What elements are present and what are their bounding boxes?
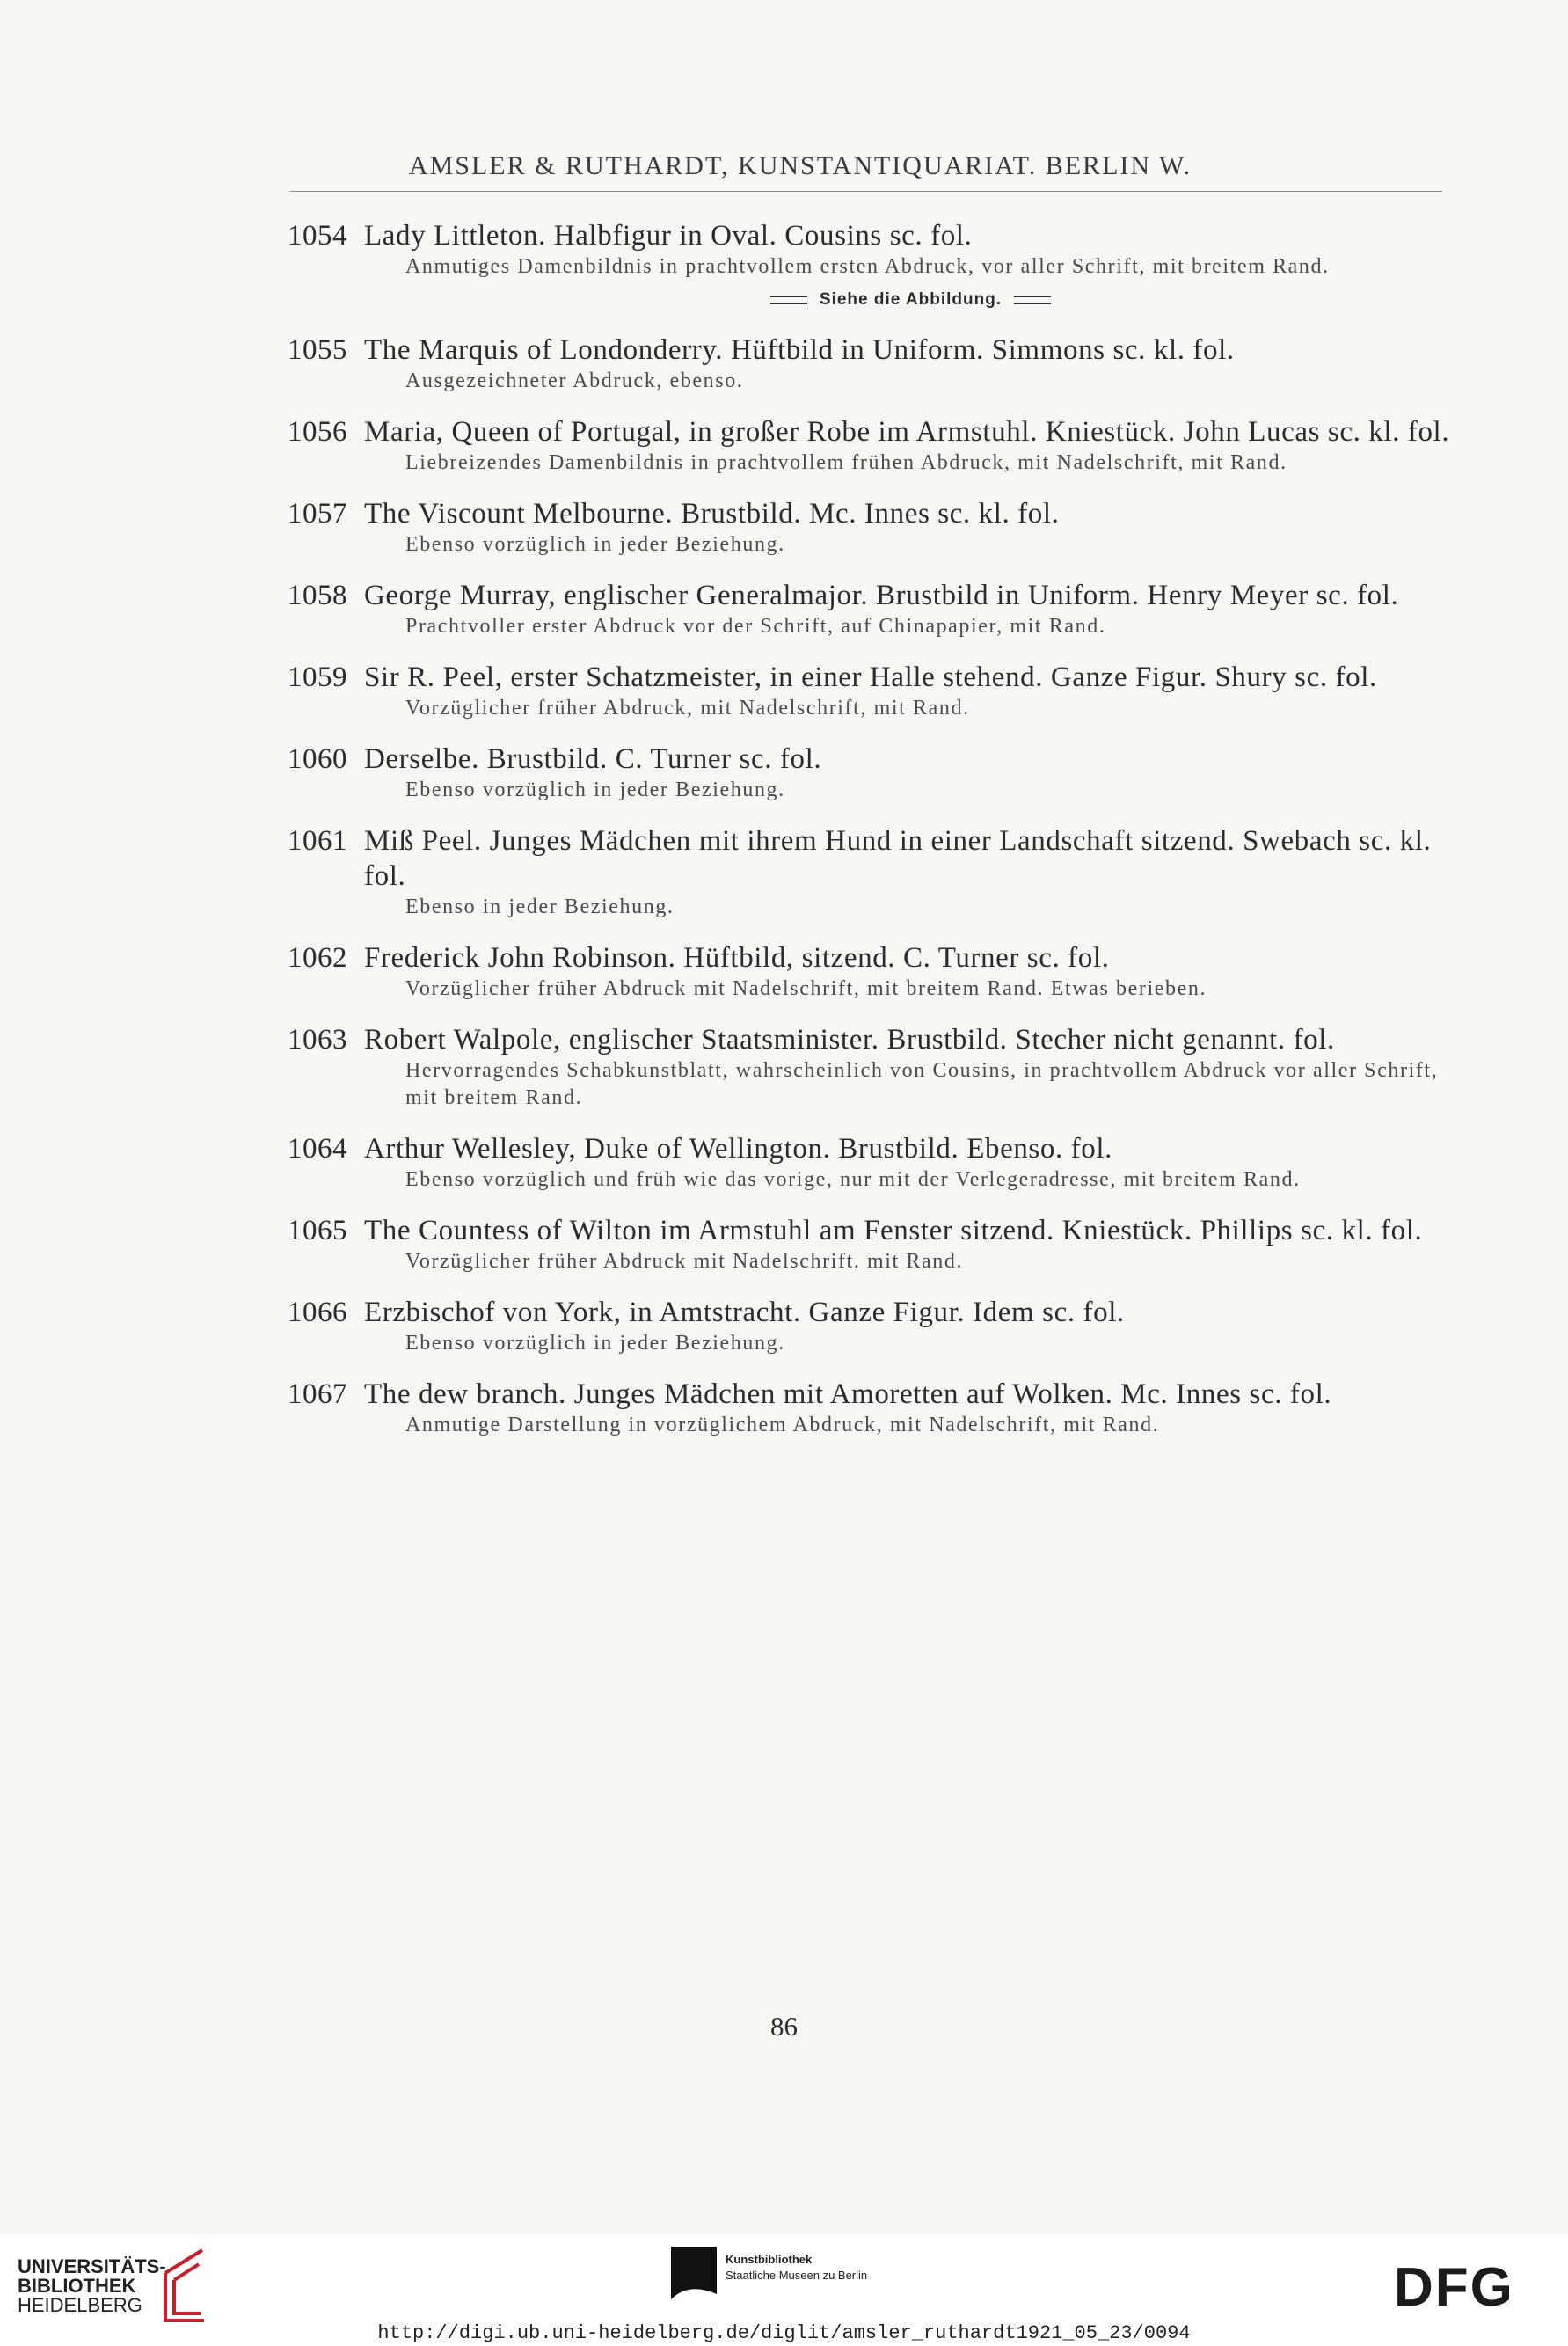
catalog-entry	[288, 1377, 1457, 1439]
kb-line-2: Staatliche Museen zu Berlin	[726, 2269, 868, 2282]
kb-line-1: Kunstbibliothek	[726, 2253, 813, 2266]
entry-number: 1054	[288, 220, 347, 252]
catalog-entry	[288, 660, 1457, 722]
entry-title: Sir R. Peel, erster Schatzmeister, in einer Halle stehend. Ganze Figur. Shury sc. fol.	[364, 661, 1377, 693]
dfg-logo: DFG	[1394, 2257, 1514, 2318]
catalog-entry	[288, 823, 1457, 921]
entry-description: Ebenso vorzüglich in jeder Beziehung.	[405, 533, 785, 556]
entry-description: Ebenso vorzüglich in jeder Beziehung.	[405, 778, 785, 801]
entry-title: The Viscount Melbourne. Brustbild. Mc. Innes sc. kl. fol.	[364, 498, 1060, 530]
double-rule-right	[1014, 296, 1051, 304]
entry-number: 1056	[288, 416, 347, 448]
running-header: AMSLER & RUTHARDT, KUNSTANTIQUARIAT. BERLIN W.	[408, 151, 1192, 180]
catalog-entry	[288, 1295, 1457, 1357]
entry-title: Robert Walpole, englischer Staatsminister. Brustbild. Stecher nicht genannt. fol.	[364, 1024, 1335, 1056]
entry-description: Vorzüglicher früher Abdruck mit Nadelschrift. mit Rand.	[405, 1250, 964, 1273]
entry-number: 1065	[288, 1215, 347, 1246]
entry-number: 1058	[288, 580, 347, 611]
entry-description: Ebenso vorzüglich in jeder Beziehung.	[405, 1332, 785, 1355]
kunstbibliothek-logo-icon	[671, 2247, 717, 2310]
double-rule-left	[770, 296, 807, 304]
entry-description: Ausgezeichneter Abdruck, ebenso.	[405, 369, 744, 392]
entry-title: The dew branch. Junges Mädchen mit Amoretten auf Wolken. Mc. Innes sc. fol.	[364, 1378, 1332, 1410]
entry-number: 1066	[288, 1297, 347, 1328]
entry-description: Vorzüglicher früher Abdruck mit Nadelschrift, mit breitem Rand. Etwas berieben.	[405, 977, 1207, 1000]
catalog-entry	[288, 1213, 1457, 1275]
entry-title: Derselbe. Brustbild. C. Turner sc. fol.	[364, 743, 822, 775]
entry-title: Erzbischof von York, in Amtstracht. Ganze Figur. Idem sc. fol.	[364, 1297, 1125, 1328]
ub-heidelberg-label	[18, 2257, 166, 2315]
see-illustration-note	[364, 286, 1457, 313]
entry-number: 1059	[288, 661, 347, 693]
entry-description: Prachtvoller erster Abdruck vor der Schrift, auf Chinapapier, mit Rand.	[405, 615, 1106, 638]
entry-description: Anmutige Darstellung in vorzüglichem Abdruck, mit Nadelschrift, mit Rand.	[405, 1414, 1160, 1436]
entry-description: Liebreizendes Damenbildnis in prachtvollem frühen Abdruck, mit Nadelschrift, mit Rand.	[405, 451, 1287, 474]
digitization-footer	[0, 2234, 1568, 2346]
entry-description: Vorzüglicher früher Abdruck, mit Nadelschrift, mit Rand.	[405, 697, 970, 720]
entry-title: George Murray, englischer Generalmajor. Brustbild in Uniform. Henry Meyer sc. fol.	[364, 580, 1399, 611]
catalog-entry	[288, 742, 1457, 804]
catalog-entry	[288, 496, 1457, 559]
entry-description: Anmutiges Damenbildnis in prachtvollem ersten Abdruck, vor aller Schrift, mit breitem Rand.	[405, 255, 1330, 278]
entry-number: 1063	[288, 1024, 347, 1056]
catalog-entry	[288, 1131, 1457, 1194]
entry-number: 1062	[288, 942, 347, 974]
entry-number: 1057	[288, 498, 347, 530]
entry-number: 1055	[288, 334, 347, 366]
ub-line-2: BIBLIOTHEK	[18, 2275, 136, 2297]
entry-title: Miß Peel. Junges Mädchen mit ihrem Hund in einer Landschaft sitzend. Swebach sc. kl. fol.	[364, 825, 1432, 892]
kunstbibliothek-label	[726, 2252, 867, 2284]
ub-line-3: HEIDELBERG	[18, 2294, 142, 2316]
catalog-entries	[288, 218, 1457, 1458]
entry-title: Maria, Queen of Portugal, in großer Robe im Armstuhl. Kniestück. John Lucas sc. kl. fol.	[364, 416, 1450, 448]
catalog-entry	[288, 578, 1457, 640]
entry-title: Arthur Wellesley, Duke of Wellington. Brustbild. Ebenso. fol.	[364, 1133, 1112, 1165]
entry-number: 1061	[288, 825, 347, 857]
entry-title: The Marquis of Londonderry. Hüftbild in Uniform. Simmons sc. kl. fol.	[364, 334, 1235, 366]
entry-number: 1067	[288, 1378, 347, 1410]
entry-description: Hervorragendes Schabkunstblatt, wahrscheinlich von Cousins, in prachtvollem Abdruck vor aller Schrift, mit breitem Rand.	[405, 1059, 1439, 1109]
catalog-entry	[288, 414, 1457, 477]
ub-line-1: UNIVERSITÄTS-	[18, 2255, 166, 2277]
page-number: 86	[770, 2011, 798, 2042]
entry-number: 1060	[288, 743, 347, 775]
catalog-entry	[288, 218, 1457, 313]
entry-number: 1064	[288, 1133, 347, 1165]
entry-description: Ebenso in jeder Beziehung.	[405, 895, 675, 918]
entry-description: Ebenso vorzüglich und früh wie das vorige, nur mit der Verlegeradresse, mit breitem Rand.	[405, 1168, 1301, 1191]
catalog-entry	[288, 1022, 1457, 1112]
permalink-url[interactable]: http://digi.ub.uni-heidelberg.de/diglit/amsler_ruthardt1921_05_23/0094	[377, 2322, 1191, 2344]
entry-title: Lady Littleton. Halbfigur in Oval. Cousins sc. fol.	[364, 220, 973, 252]
entry-title: The Countess of Wilton im Armstuhl am Fenster sitzend. Kniestück. Phillips sc. kl. fol.	[364, 1215, 1423, 1246]
header-rule	[290, 191, 1442, 192]
see-illustration-text: Siehe die Abbildung.	[819, 290, 1003, 309]
catalog-entry	[288, 333, 1457, 395]
catalog-entry	[288, 940, 1457, 1003]
ub-heidelberg-logo-icon	[157, 2247, 218, 2326]
entry-title: Frederick John Robinson. Hüftbild, sitzend. C. Turner sc. fol.	[364, 942, 1110, 974]
